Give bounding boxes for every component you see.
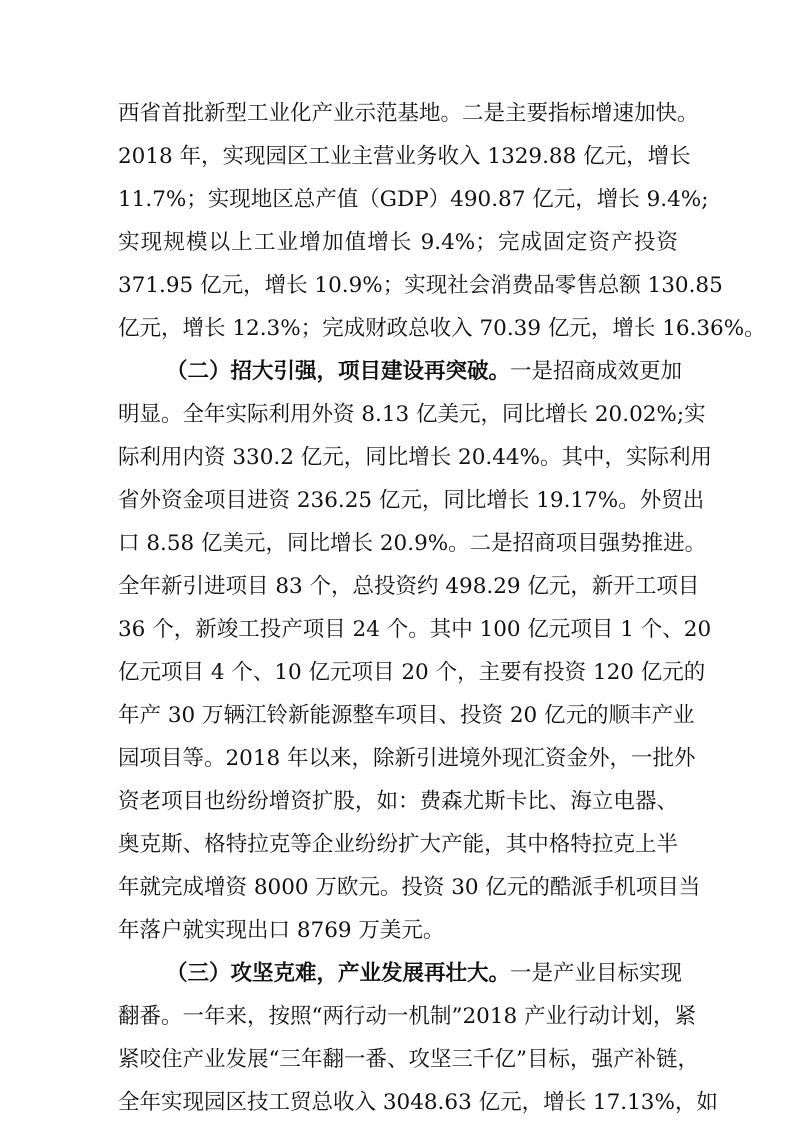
text-span: 一是产业目标实现 — [510, 961, 683, 986]
text-line: 省外资金项目进资 236.25 亿元，同比增长 19.17%。外贸出 — [118, 488, 705, 513]
text-line: 371.95 亿元，增长 10.9%；实现社会消费品零售总额 130.85 — [118, 273, 723, 298]
text-line: 园项目等。2018 年以来，除新引进境外现汇资金外，一批外 — [118, 746, 696, 771]
text-line: 翻番。一年来，按照“两行动一机制”2018 产业行动计划，紧 — [118, 1004, 697, 1029]
section-heading-line — [118, 958, 683, 990]
text-line: 亿元项目 4 个、10 亿元项目 20 个，主要有投资 120 亿元的 — [118, 660, 706, 685]
text-line: 口 8.58 亿美元，同比增长 20.9%。二是招商项目强势推进。 — [118, 531, 707, 556]
section-heading-line — [118, 356, 683, 388]
text-line: 奥克斯、格特拉克等企业纷纷扩大产能，其中格特拉克上半 — [118, 832, 678, 857]
text-line: 紧咬住产业发展“三年翻一番、攻坚三千亿”目标，强产补链， — [118, 1047, 699, 1072]
text-line: 11.7%；实现地区总产值（GDP）490.87 亿元，增长 9.4%; — [118, 187, 709, 212]
text-span: 一是招商成效更加 — [510, 359, 683, 384]
text-line: 年落户就实现出口 8769 万美元。 — [118, 918, 445, 943]
text-line: 资老项目也纷纷增资扩股，如：费森尤斯卡比、海立电器、 — [118, 789, 678, 814]
text-line: 明显。全年实际利用外资 8.13 亿美元，同比增长 20.02%;实 — [118, 402, 706, 427]
text-line: 全年实现园区技工贸总收入 3048.63 亿元，增长 17.13%，如 — [118, 1090, 718, 1115]
text-line: 亿元，增长 12.3%；完成财政总收入 70.39 亿元，增长 16.36%。 — [118, 316, 766, 341]
section-heading: （二）招大引强，项目建设再突破。 — [166, 359, 511, 384]
text-line: 2018 年，实现园区工业主营业务收入 1329.88 亿元，增长 — [118, 144, 691, 169]
text-line: 年产 30 万辆江铃新能源整车项目、投资 20 亿元的顺丰产业 — [118, 703, 695, 728]
text-line: 全年新引进项目 83 个，总投资约 498.29 亿元，新开工项目 — [118, 574, 700, 599]
text-line: 年就完成增资 8000 万欧元。投资 30 亿元的酷派手机项目当 — [118, 875, 701, 900]
text-line: 36 个，新竣工投产项目 24 个。其中 100 亿元项目 1 个、20 — [118, 617, 712, 642]
text-line: 实现规模以上工业增加值增长 9.4%；完成固定资产投资 — [118, 230, 678, 255]
section-heading: （三）攻坚克难，产业发展再壮大。 — [166, 961, 511, 986]
text-line: 西省首批新型工业化产业示范基地。二是主要指标增速加快。 — [118, 101, 699, 126]
text-line: 际利用内资 330.2 亿元，同比增长 20.44%。其中，实际利用 — [118, 445, 713, 470]
